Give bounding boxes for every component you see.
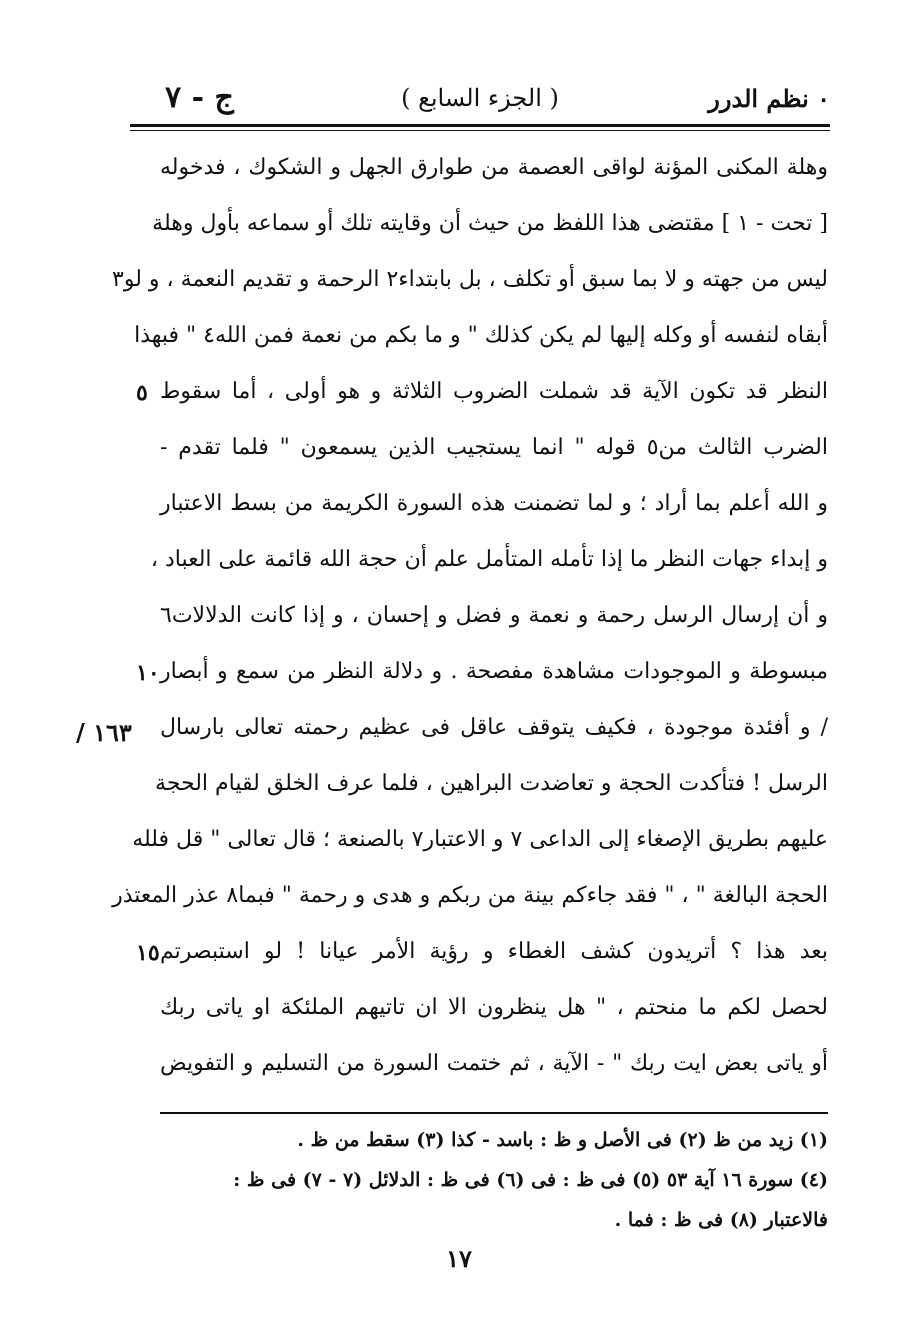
- text-line: و أن إرسال الرسل رحمة و نعمة و فضل و إحسان ، و إذا كانت الدلالات٦: [160, 603, 828, 628]
- text-line: [ تحت - ١ ] مقتضى هذا اللفظ من حيث أن وقايته تلك أو سماعه بأول وهلة: [152, 211, 828, 236]
- text-line: مبسوطة و الموجودات مشاهدة مفصحة . و دلالة النظر من سمع و أبصار: [160, 659, 828, 684]
- footnote-line: (٤) سورة ١٦ آية ٥٣ (٥) فى ظ : فى (٦) فى ظ : الدلائل (٧ - ٧) فى ظ :: [233, 1169, 828, 1191]
- text-line: عليهم بطريق الإصغاء إلى الداعى ٧ و الاعتبار٧ بالصنعة ؛ قال تعالى " قل فلله: [132, 827, 828, 852]
- line-number-5: ٥: [136, 380, 148, 406]
- footnote-line: فالاعتبار (٨) فى ظ : فما .: [614, 1209, 828, 1231]
- text-line: / و أفئدة موجودة ، فكيف يتوقف عاقل فى عظيم رحمته تعالى بارسال: [160, 715, 828, 740]
- text-line: بعد هذا ؟ أتريدون كشف الغطاء و رؤية الأمر عيانا ! لو استبصرتم: [160, 939, 828, 964]
- text-line: الضرب الثالث من٥ قوله " انما يستجيب الذين يسمعون " فلما تقدم -: [160, 435, 828, 460]
- text-line: أو ياتى بعض ايت ربك " - الآية ، ثم ختمت السورة من التسليم و التفويض: [160, 1051, 828, 1076]
- part-label: ( الجزء السابع ): [401, 84, 559, 112]
- text-line: النظر قد تكون الآية قد شملت الضروب الثلاثة و هو أولى ، أما سقوط: [160, 379, 828, 404]
- header-rule-thin: [130, 130, 830, 131]
- line-number-10: ١٠: [136, 660, 160, 686]
- text-line: وهلة المكنى المؤنة لواقى العصمة من طوارق الجهل و الشكوك ، فدخوله: [160, 155, 828, 180]
- text-line: الحجة البالغة " ، " فقد جاءكم بينة من ربكم و هدى و رحمة " فبما٨ عذر المعتذر: [112, 883, 828, 908]
- text-line: لحصل لكم ما منحتم ، " هل ينظرون الا ان تاتيهم الملئكة او ياتى ربك: [160, 995, 828, 1020]
- header-rule-thick: [130, 124, 830, 127]
- footnotes: [160, 1120, 828, 1240]
- footnote-rule: [160, 1112, 828, 1114]
- text-line: الرسل ! فتأكدت الحجة و تعاضدت البراهين ، فلما عرف الخلق لقيام الحجة: [155, 771, 828, 796]
- text-line: أبقاه لنفسه أو وكله إليها لم يكن كذلك " و ما بكم من نعمة فمن الله٤ " فبهذا: [134, 323, 828, 348]
- text-line: و إبداء جهات النظر ما إذا تأمله المتأمل علم أن حجة الله قائمة على العباد ،: [150, 547, 828, 572]
- line-number-15: ١٥: [136, 940, 160, 966]
- manuscript-folio-marker: ١٦٣ /: [76, 718, 132, 747]
- text-line: و الله أعلم بما أراد ؛ و لما تضمنت هذه السورة الكريمة من بسط الاعتبار: [160, 491, 828, 516]
- text-line: ليس من جهته و لا بما سبق أو تكلف ، بل بابتداء٢ الرحمة و تقديم النعمة ، و لو٣: [112, 267, 828, 292]
- running-header: [130, 80, 830, 120]
- footnote-line: (١) زيد من ظ (٢) فى الأصل و ظ : باسد - كذا (٣) سقط من ظ .: [297, 1129, 828, 1151]
- volume-label: ج - ٧: [165, 80, 234, 115]
- book-title: ٠ نظم الدرر: [708, 84, 830, 113]
- page-number: ١٧: [446, 1244, 472, 1273]
